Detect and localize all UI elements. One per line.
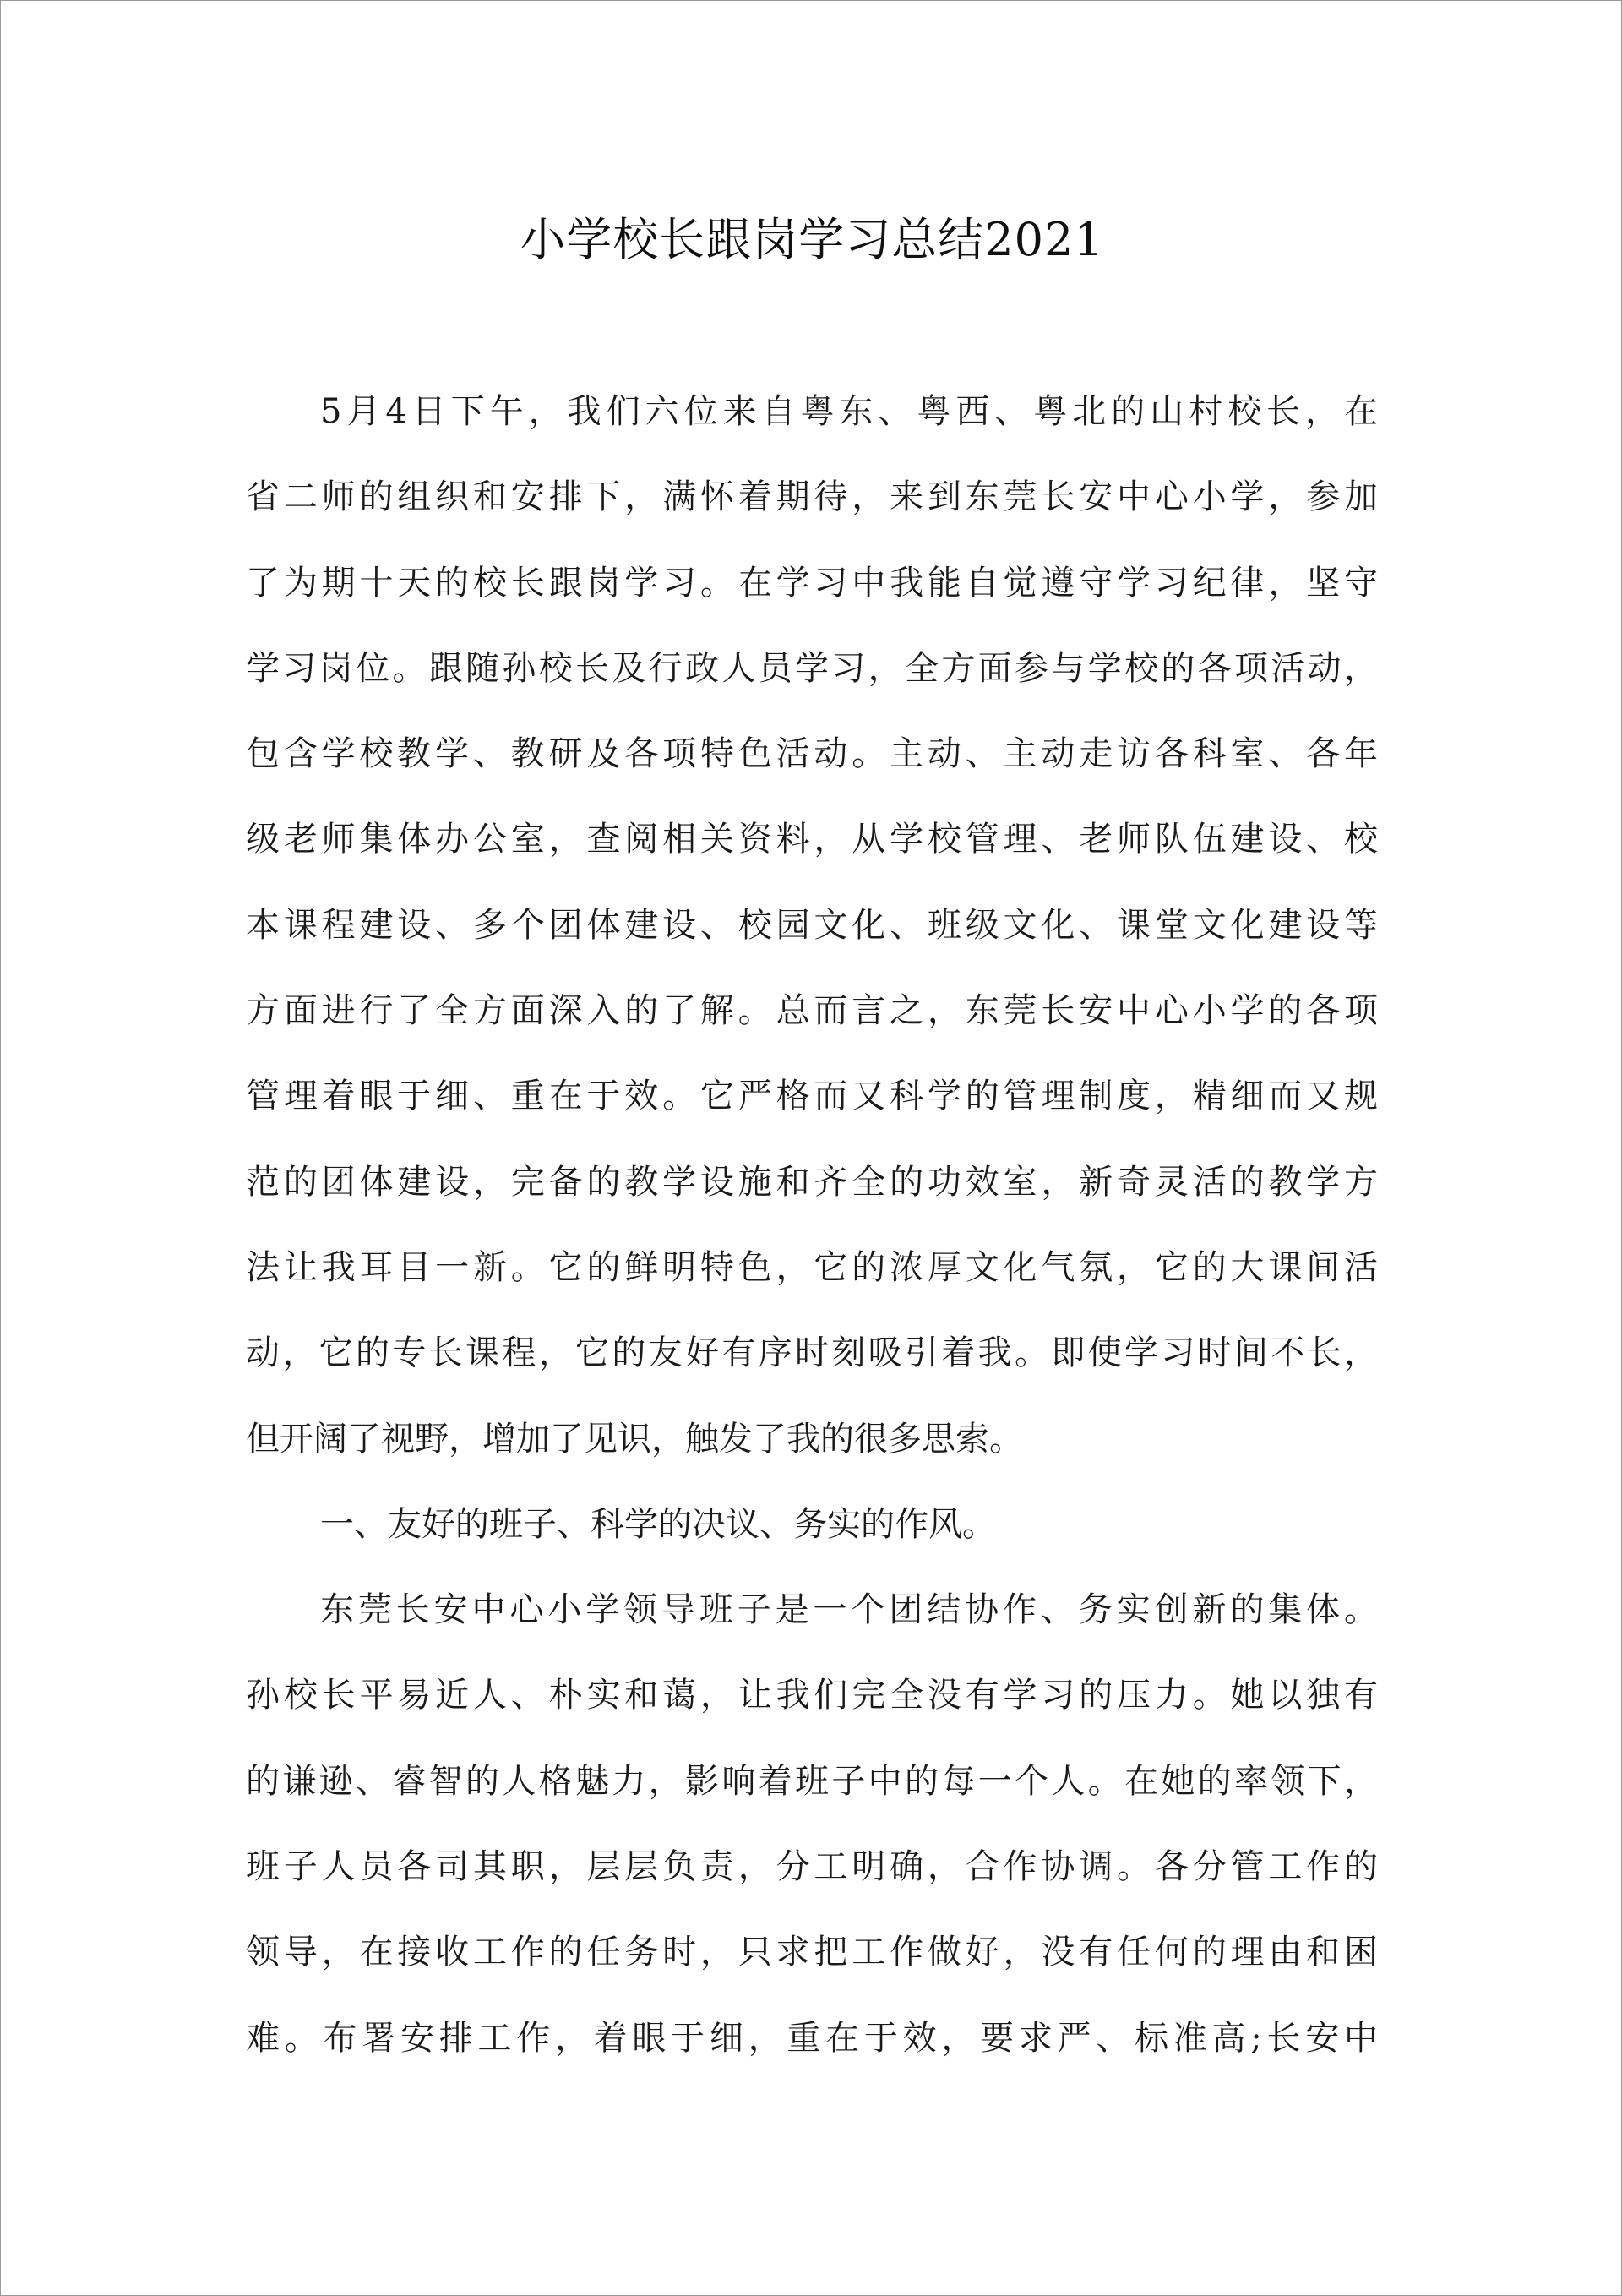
section-heading — [246, 1482, 1378, 1568]
paragraph-leadership — [246, 1568, 1378, 2081]
body-line: 法让我耳目一新。它的鲜明特色，它的浓厚文化气氛，它的大课间活 — [246, 1247, 1378, 1287]
body-line: 本课程建设、多个团体建设、校园文化、班级文化、课堂文化建设等 — [246, 905, 1378, 945]
body-line: 5月4日下午，我们六位来自粤东、粤西、粤北的山村校长，在 — [320, 392, 1378, 431]
section-heading-text: 一、友好的班子、科学的决议、务实的作风。 — [320, 1504, 996, 1544]
body-line: 动，它的专长课程，它的友好有序时刻吸引着我。即使学习时间不长， — [246, 1333, 1378, 1373]
body-line: 孙校长平易近人、朴实和蔼，让我们完全没有学习的压力。她以独有 — [246, 1676, 1378, 1715]
body-line: 级老师集体办公室，查阅相关资料，从学校管理、老师队伍建设、校 — [246, 820, 1378, 859]
body-line: 领导，在接收工作的任务时，只求把工作做好，没有任何的理由和困 — [246, 1933, 1378, 1972]
body-line: 学习岗位。跟随孙校长及行政人员学习，全方面参与学校的各项活动， — [246, 648, 1378, 688]
body-line: 东莞长安中心小学领导班子是一个团结协作、务实创新的集体。 — [320, 1590, 1378, 1630]
body-line: 管理着眼于细、重在于效。它严格而又科学的管理制度，精细而又规 — [246, 1077, 1378, 1116]
body-line: 难。布署安排工作，着眼于细，重在于效，要求严、标准高;长安中 — [246, 2018, 1378, 2058]
document-body — [246, 369, 1378, 2081]
body-line: 但开阔了视野，增加了见识，触发了我的很多思索。 — [246, 1419, 1023, 1459]
paragraph-intro — [246, 369, 1378, 1482]
body-line: 了为期十天的校长跟岗学习。在学习中我能自觉遵守学习纪律，坚守 — [246, 563, 1378, 603]
body-line: 省二师的组织和安排下，满怀着期待，来到东莞长安中心小学，参加 — [246, 477, 1378, 517]
body-line: 的谦逊、睿智的人格魅力，影响着班子中的每一个人。在她的率领下， — [246, 1761, 1378, 1801]
document-title: 小学校长跟岗学习总结2021 — [520, 213, 1104, 266]
body-line: 班子人员各司其职，层层负责，分工明确，合作协调。各分管工作的 — [246, 1847, 1378, 1887]
body-line: 范的团体建设，完备的教学设施和齐全的功效室，新奇灵活的教学方 — [246, 1162, 1378, 1202]
body-line: 方面进行了全方面深入的了解。总而言之，东莞长安中心小学的各项 — [246, 991, 1378, 1031]
body-line: 包含学校教学、教研及各项特色活动。主动、主动走访各科室、各年 — [246, 734, 1378, 774]
